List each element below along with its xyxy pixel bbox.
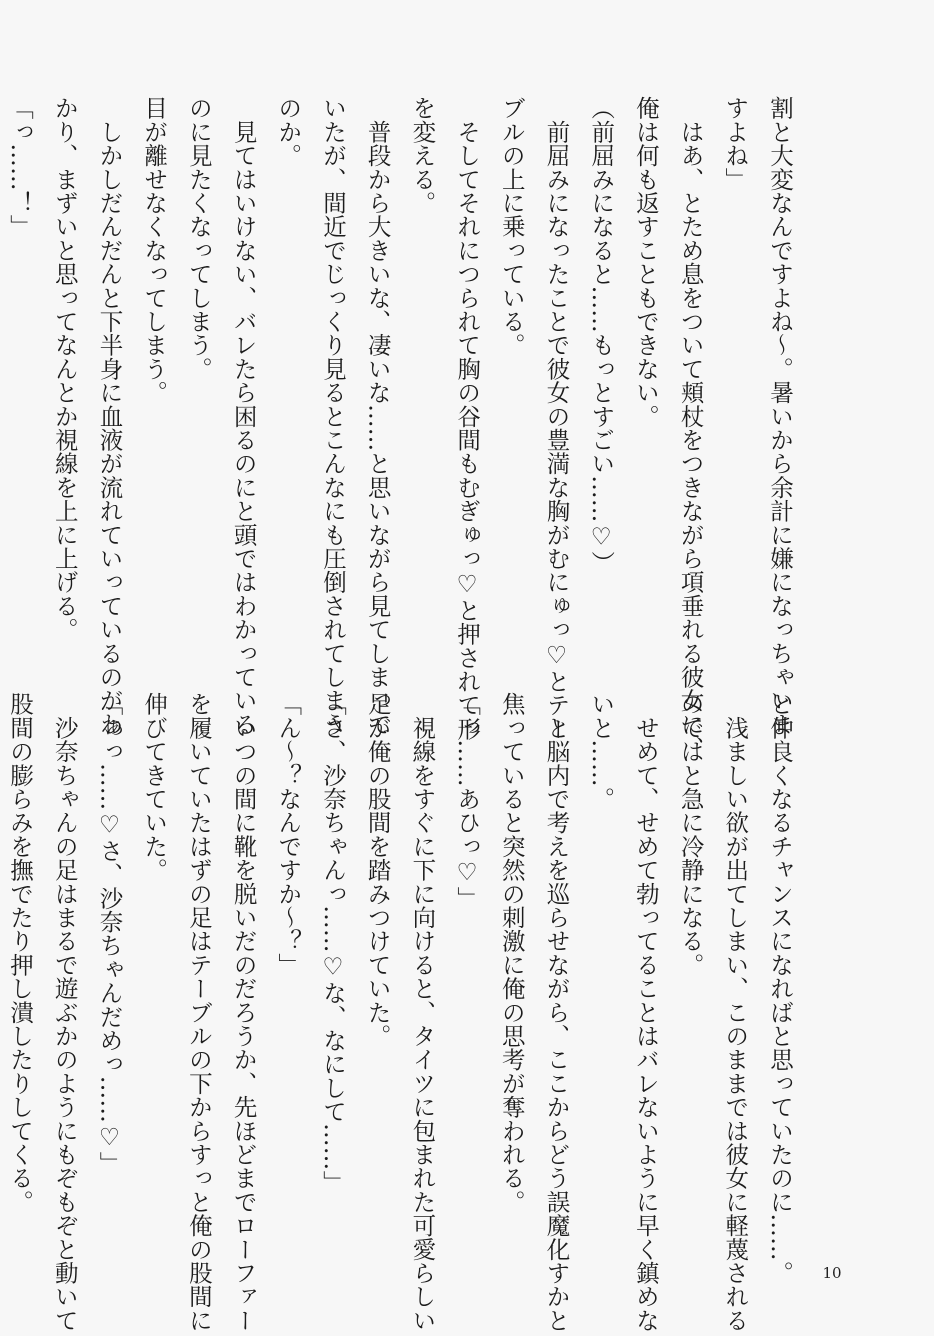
text-line: （前屈みになると……もっとすごい……♡） xyxy=(587,96,616,575)
text-line: 「っ……！」 xyxy=(6,96,35,239)
text-line: と脳内で考えを巡らせながら、ここからどう誤魔化すかと xyxy=(542,692,571,1332)
text-line: 「ぁっ……♡さ、沙奈ちゃんだめっ……♡」 xyxy=(95,692,124,1175)
text-line: のに見たくなってしまう。 xyxy=(184,96,213,381)
text-line: 見てはいけない、バレたら困るのにと頭ではわかっている xyxy=(229,96,258,736)
page-number: 10 xyxy=(822,1264,842,1282)
text-line: ブルの上に乗っている。 xyxy=(497,96,526,357)
text-line: いつの間に靴を脱いだのだろうか、先ほどまでローファー xyxy=(229,692,258,1332)
text-line: 俺は何も返すこともできない。 xyxy=(631,96,660,428)
text-line: 普段から大きいな、凄いな……と思いながら見てしまって xyxy=(363,96,392,736)
text-line: いと……。 xyxy=(587,692,616,811)
text-line: のか。 xyxy=(274,96,303,168)
text-line: 「さ、沙奈ちゃんっ……♡な、なにして……」 xyxy=(318,692,347,1195)
text-line: すよね」 xyxy=(721,96,750,191)
text-line: のではと急に冷静になる。 xyxy=(676,692,705,977)
text-line: を履いていたはずの足はテーブルの下からすっと俺の股間に xyxy=(184,692,213,1332)
text-line: 伸びてきていた。 xyxy=(140,692,169,882)
text-line: 前屈みになったことで彼女の豊満な胸がむにゅっ♡とテー xyxy=(542,96,571,741)
text-line: 浅ましい欲が出てしまい、このままでは彼女に軽蔑される xyxy=(721,692,750,1332)
text-line: しかしだんだんと下半身に血液が流れていっているのがわ xyxy=(95,96,124,736)
text-line: 股間の膨らみを撫でたり押し潰したりしてくる。 xyxy=(6,692,35,1214)
text-line: はあ、とため息をついて頬杖をつきながら項垂れる彼女に、 xyxy=(676,96,705,760)
lower-text-block xyxy=(6,692,802,1332)
text-line: 割と大変なんですよね～。暑いから余計に嫌になっちゃいま xyxy=(766,96,794,736)
text-line: 目が離せなくなってしまう。 xyxy=(140,96,169,405)
text-line: かり、まずいと思ってなんとか視線を上に上げる。 xyxy=(50,96,79,642)
text-line: 焦っていると突然の刺激に俺の思考が奪われる。 xyxy=(497,692,526,1214)
text-line: 足が俺の股間を踏みつけていた。 xyxy=(363,692,392,1048)
text-line: 沙奈ちゃんの足はまるで遊ぶかのようにもぞもぞと動いて xyxy=(50,692,79,1332)
text-line: 「っ……あひっ♡」 xyxy=(453,692,482,910)
text-line: を変える。 xyxy=(408,96,437,215)
text-line: いたが、間近でじっくり見るとこんなにも圧倒されてしまう xyxy=(318,96,347,736)
text-line: 「ん～？なんですか～？」 xyxy=(274,692,303,977)
text-line: と仲良くなるチャンスになればと思っていたのに……。 xyxy=(766,692,794,1285)
upper-text-block xyxy=(6,96,802,760)
text-line: そしてそれにつられて胸の谷間もむぎゅっ♡と押されて形 xyxy=(453,96,482,741)
text-line: 視線をすぐに下に向けると、タイツに包まれた可愛らしい xyxy=(408,692,437,1332)
text-line: せめて、せめて勃ってることはバレないように早く鎮めな xyxy=(631,692,660,1332)
